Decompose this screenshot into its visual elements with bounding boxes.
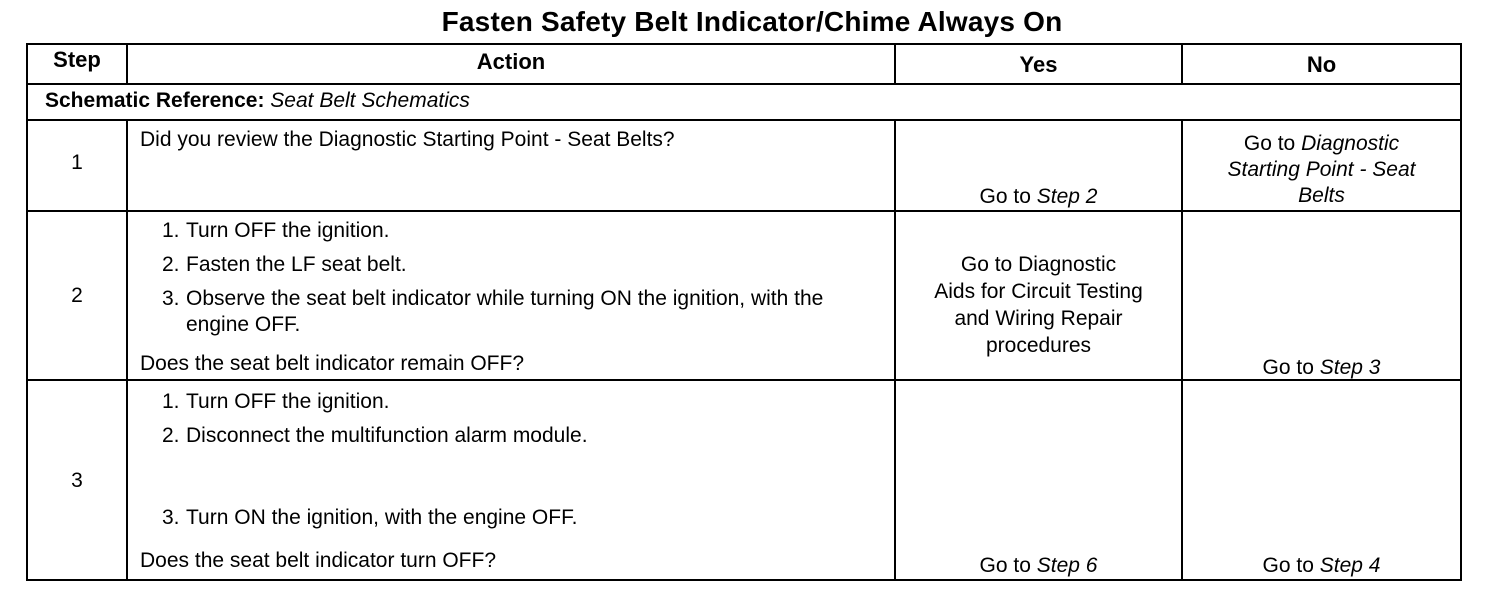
action-steps	[128, 218, 892, 338]
list-item	[128, 423, 892, 449]
row1-divider	[28, 210, 1460, 212]
list-item-text: Disconnect the multifunction alarm module.	[186, 424, 588, 447]
page-title: Fasten Safety Belt Indicator/Chime Always On	[441, 6, 1063, 37]
header-action: Action	[476, 49, 546, 74]
action-question: Does the seat belt indicator turn OFF?	[140, 549, 497, 572]
list-item-number: 3.	[162, 506, 180, 529]
header-step: Step	[53, 47, 101, 72]
no-result-target: Diagnostic	[1301, 132, 1400, 155]
list-item	[128, 218, 892, 244]
action-question: Did you review the Diagnostic Starting Point - Seat Belts?	[140, 128, 675, 151]
yes-result	[896, 553, 1181, 579]
list-item-number: 1.	[162, 390, 180, 413]
list-item	[128, 389, 892, 415]
header-divider	[28, 83, 1460, 85]
action-steps	[128, 389, 892, 531]
no-result-target-line2: Starting Point - Seat	[1227, 158, 1416, 181]
list-item	[128, 286, 892, 338]
yes-result-line2: Aids for Circuit Testing	[934, 280, 1143, 303]
no-result-prefix: Go to	[1243, 132, 1296, 155]
no-result	[1183, 355, 1460, 381]
no-result-target: Step 4	[1319, 554, 1381, 577]
yes-result-line1: Go to Diagnostic	[960, 253, 1117, 276]
list-item	[128, 252, 892, 278]
yes-result	[896, 184, 1181, 210]
list-item-number: 1.	[162, 219, 180, 242]
no-result-target: Step 3	[1319, 356, 1381, 379]
yes-result-target: Step 6	[1036, 554, 1098, 577]
list-item-text: Turn OFF the ignition.	[186, 390, 390, 413]
list-item-text: Turn ON the ignition, with the engine OFF.	[186, 506, 578, 529]
no-result-prefix: Go to	[1262, 554, 1314, 577]
list-item	[128, 505, 892, 531]
diagnostic-table	[26, 43, 1462, 581]
schematic-divider	[28, 119, 1460, 121]
schematic-reference-value: Seat Belt Schematics	[270, 89, 470, 112]
no-result-target-line3: Belts	[1298, 184, 1345, 207]
list-item-number: 2.	[162, 424, 180, 447]
list-item-text: Observe the seat belt indicator while turning ON the ignition, with the engine OFF.	[186, 287, 824, 336]
list-item-text: Fasten the LF seat belt.	[186, 253, 407, 276]
no-result	[1183, 131, 1460, 209]
header-yes: Yes	[1019, 52, 1058, 77]
step-number: 2	[71, 284, 83, 307]
action-question: Does the seat belt indicator remain OFF?	[140, 352, 525, 375]
yes-result-line4: procedures	[985, 334, 1092, 357]
yes-result-prefix: Go to	[979, 185, 1031, 208]
step-number: 1	[71, 151, 83, 174]
yes-result-prefix: Go to	[979, 554, 1031, 577]
yes-result-line3: and Wiring Repair	[954, 307, 1123, 330]
list-item-number: 3.	[162, 287, 180, 310]
yes-result	[896, 251, 1181, 359]
no-result-prefix: Go to	[1262, 356, 1314, 379]
list-item-text: Turn OFF the ignition.	[186, 219, 390, 242]
header-no: No	[1306, 52, 1337, 77]
step-number: 3	[71, 469, 83, 492]
yes-result-target: Step 2	[1036, 185, 1098, 208]
schematic-reference-label: Schematic Reference:	[45, 89, 265, 112]
schematic-reference	[45, 88, 1445, 114]
no-result	[1183, 553, 1460, 579]
list-item-number: 2.	[162, 253, 180, 276]
